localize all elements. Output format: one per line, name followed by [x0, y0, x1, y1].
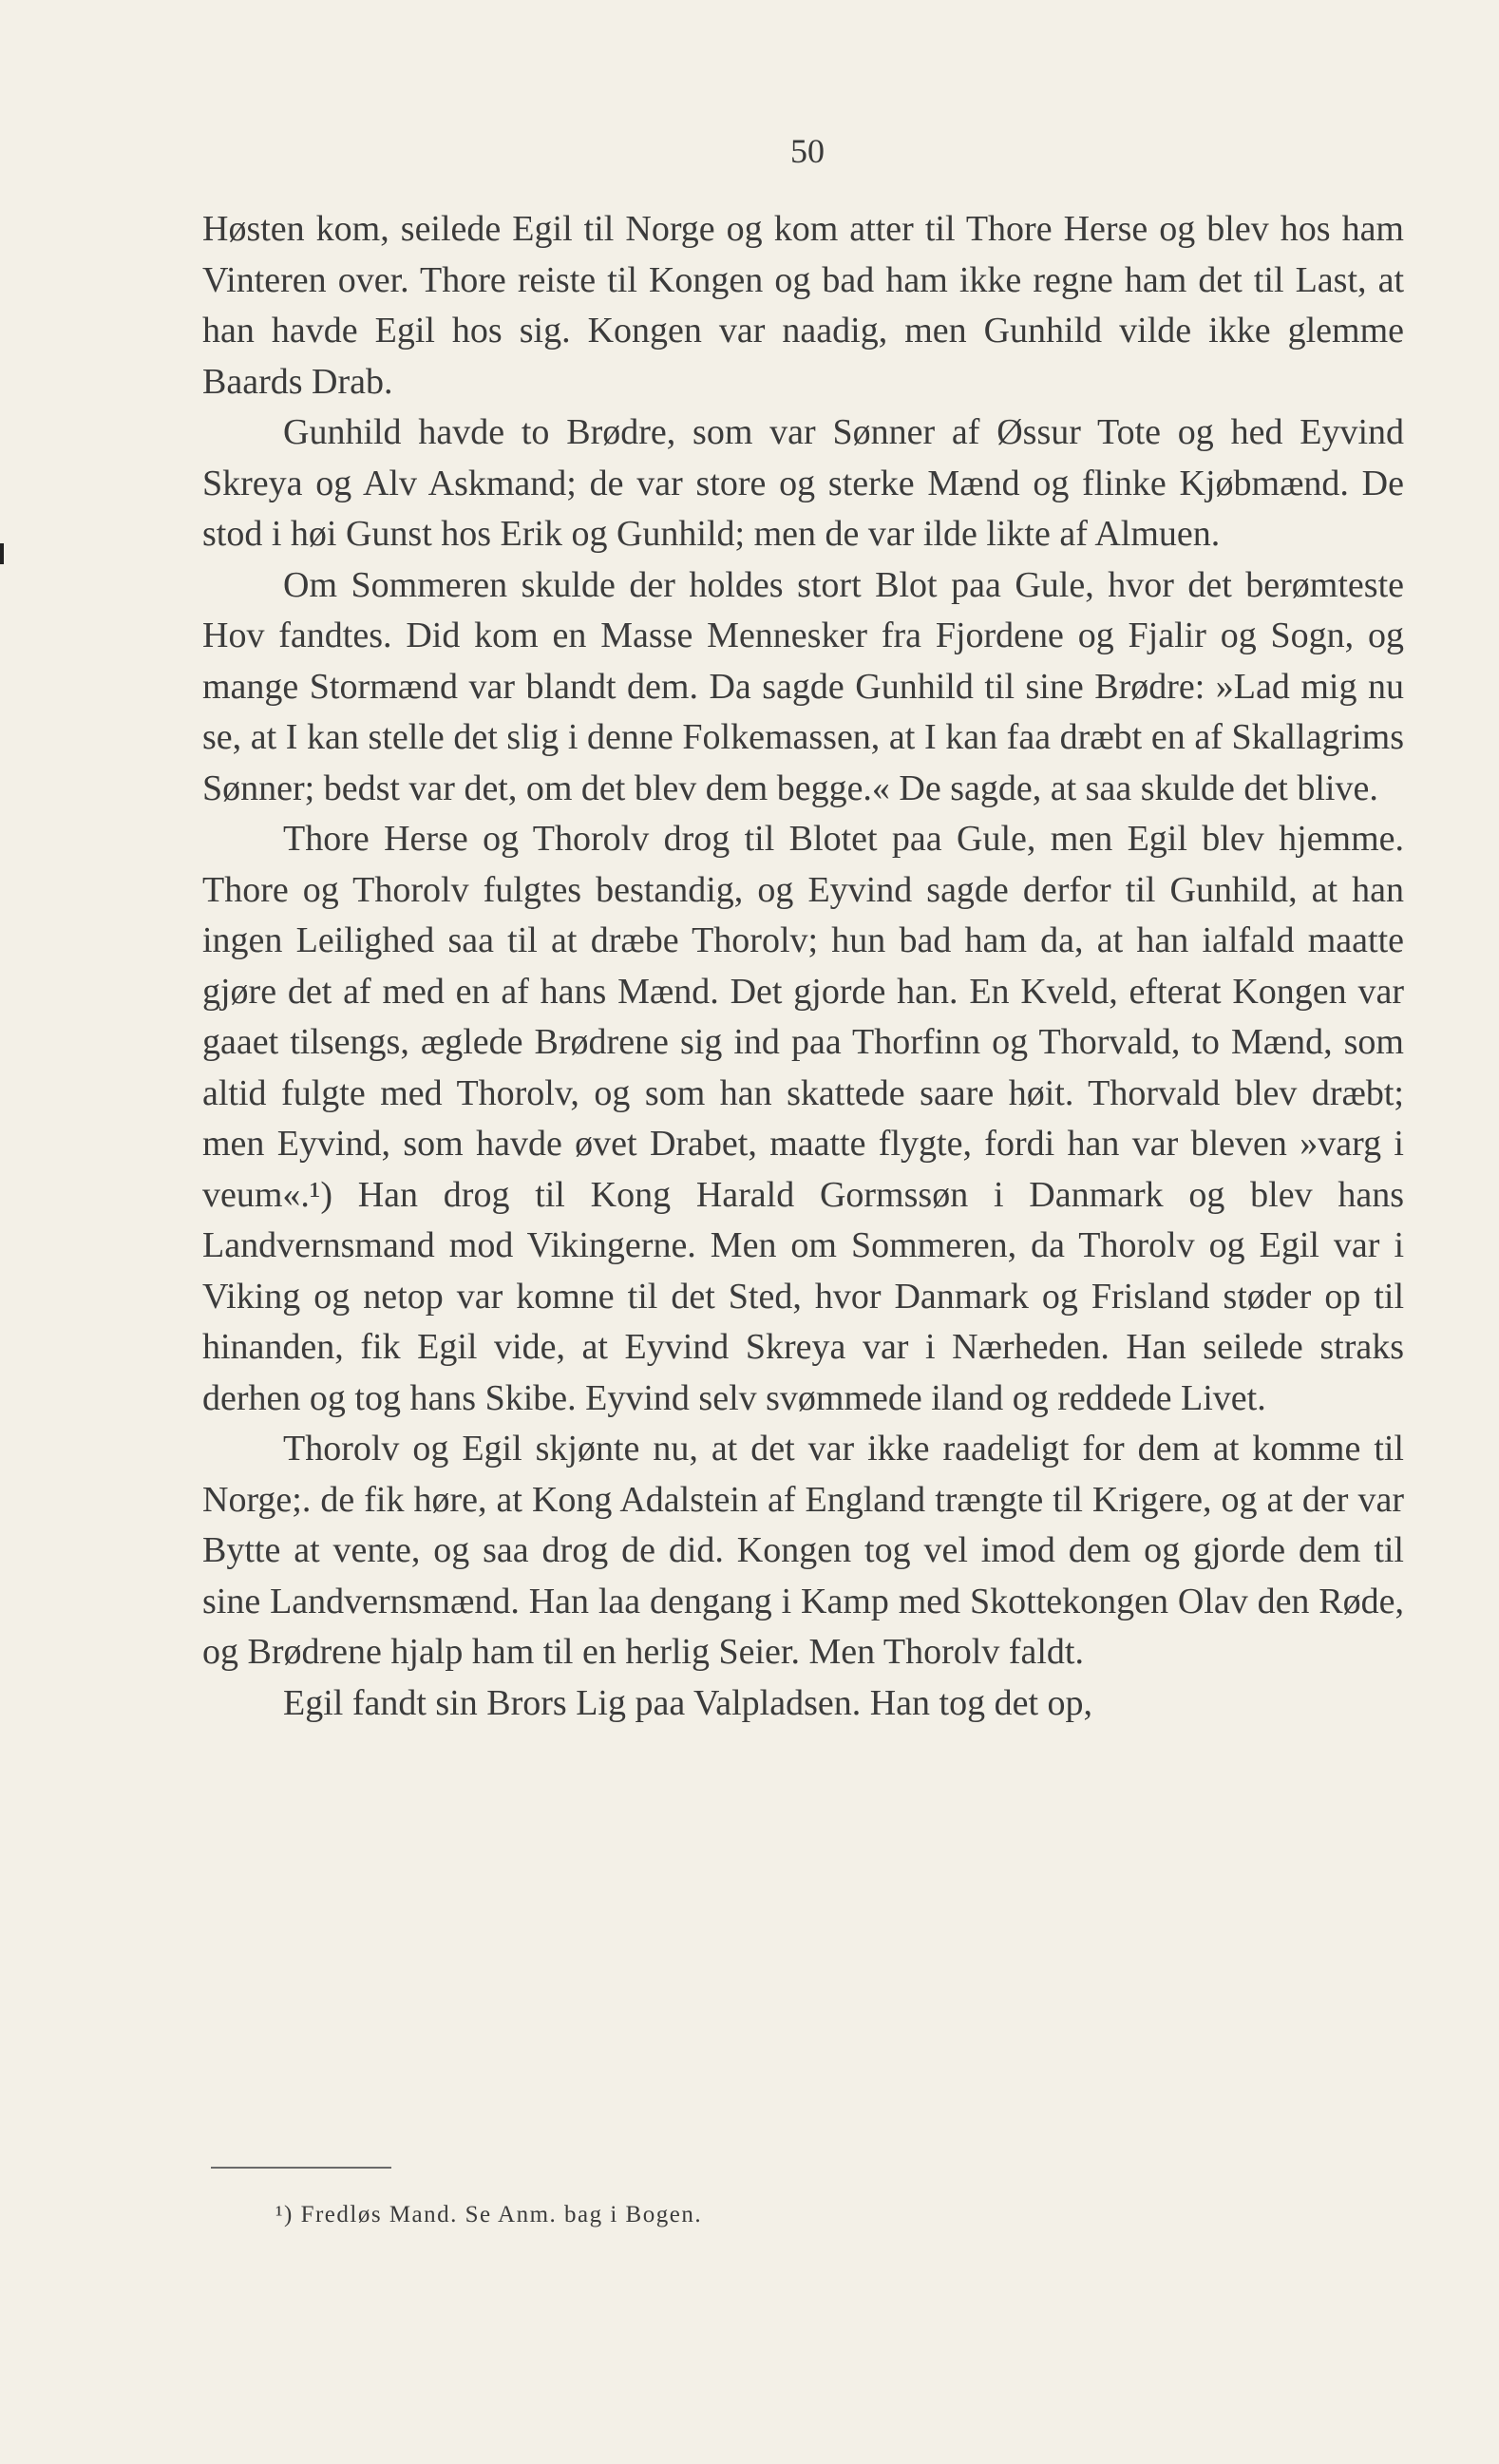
page-number: 50 — [790, 132, 825, 170]
footnote-divider — [211, 2167, 391, 2169]
paragraph-1: Høsten kom, seilede Egil til Norge og kom atter til Thore Herse og blev hos ham Vinteren over. Thore reiste til Kongen og bad ham ikke regne ham det til Last, at han havde Egil hos sig. Kongen var naadig, men Gunhild vilde ikke glemme Baards Drab. — [202, 209, 1404, 402]
margin-mark — [0, 543, 4, 564]
paragraph-6: Egil fandt sin Brors Lig paa Valpladsen. Han tog det op, — [283, 1682, 1093, 1723]
paragraph-2: Gunhild havde to Brødre, som var Sønner af Øssur Tote og hed Eyvind Skreya og Alv Askmand; de var store og sterke Mænd og flinke Kjøbmænd. De stod i høi Gunst hos Erik og Gunhild; men de var ilde likte af Almuen. — [202, 412, 1404, 554]
body-text — [202, 204, 1404, 1729]
footnote: ¹) Fredløs Mand. Se Anm. bag i Bogen. — [275, 2202, 703, 2227]
paragraph-5: Thorolv og Egil skjønte nu, at det var ikke raadeligt for dem at komme til Norge;. de fik høre, at Kong Adalstein af England trængte til Krigere, og at der var Bytte at vente, og saa drog de did. Kongen tog vel imod dem og gjorde dem til sine Landvernsmænd. Han laa dengang i Kamp med Skottekongen Olav den Røde, og Brødrene hjalp ham til en herlig Seier. Men Thorolv faldt. — [202, 1429, 1404, 1672]
paragraph-4: Thore Herse og Thorolv drog til Blotet paa Gule, men Egil blev hjemme. Thore og Thorolv fulgtes bestandig, og Eyvind sagde derfor til Gunhild, at han ingen Leilighed saa til at dræbe Thorolv; hun bad ham da, at han ialfald maatte gjøre det af med en af hans Mænd. Det gjorde han. En Kveld, efterat Kongen var gaaet tilsengs, æglede Brødrene sig ind paa Thorfinn og Thorvald, to Mænd, som altid fulgte med Thorolv, og som han skattede saare høit. Thorvald blev dræbt; men Eyvind, som havde øvet Drabet, maatte flygte, fordi han var bleven »varg i veum«.¹) Han drog til Kong Harald Gormssøn i Danmark og blev hans Landvernsmand mod Vikingerne. Men om Sommeren, da Thorolv og Egil var i Viking og netop var komne til det Sted, hvor Danmark og Frisland støder op til hinanden, fik Egil vide, at Eyvind Skreya var i Nærheden. Han seilede straks derhen og tog hans Skibe. Eyvind selv svømmede iland og reddede Livet. — [202, 819, 1404, 1418]
paragraph-3: Om Sommeren skulde der holdes stort Blot paa Gule, hvor det berømteste Hov fandtes. Did kom en Masse Mennesker fra Fjordene og Fjalir og Sogn, og mange Stormænd var blandt dem. Da sagde Gunhild til sine Brødre: »Lad mig nu se, at I kan stelle det slig i denne Folkemassen, at I kan faa dræbt en af Skallagrims Sønner; bedst var det, om det blev dem begge.« De sagde, at saa skulde det blive. — [202, 564, 1404, 808]
